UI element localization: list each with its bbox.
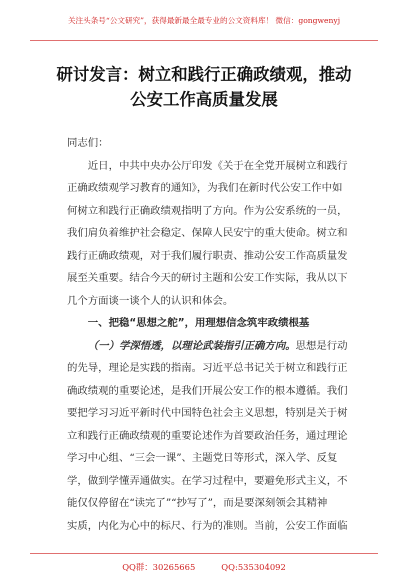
page-header — [0, 0, 408, 40]
subsection-heading: （一）学深悟透，以理论武装指引正确方向。 — [87, 339, 296, 352]
page-footer — [0, 556, 408, 578]
paragraph-line: 践行正确政绩观，对于我们履行职责、推动公安工作高质量发 — [67, 249, 348, 262]
paragraph-intro — [67, 155, 352, 313]
paragraph-line — [67, 335, 352, 358]
paragraph-line: 学，做到学懂弄通做实。在学习过程中，要避免形式主义，不 — [67, 474, 348, 487]
document-body — [67, 132, 352, 537]
paragraph-line: 确政绩观的重要论述，是我们开展公安工作的根本遵循。我们 — [67, 384, 348, 397]
footer-qq-group: QQ群：30265665 — [122, 562, 196, 572]
footer-qq: QQ:535304092 — [221, 562, 286, 572]
document-title — [20, 62, 388, 112]
paragraph-line: 学习中心组、“三会一课”、主题党日等形式，深入学、反复 — [67, 452, 338, 464]
header-notice: 关注头条号“公文研究”，获得最新最全最专业的公文资料库！ 微信：gongwenyj — [67, 15, 341, 25]
title-line-1: 研讨发言：树立和践行正确政绩观，推动 — [56, 65, 352, 84]
paragraph-line: 我们肩负着维护社会稳定、保障人民安宁的重大使命。树立和 — [67, 227, 348, 239]
paragraph-line: 何树立和践行正确政绩观指明了方向。作为公安系统的一员， — [67, 204, 348, 217]
paragraph-line: 要把学习习近平新时代中国特色社会主义思想，特别是关于树 — [67, 407, 348, 419]
header-divider — [30, 40, 378, 41]
paragraph-line: 近日，中共中央办公厅印发《关于在全党开展树立和践行 — [87, 159, 348, 172]
paragraph-sub1 — [67, 335, 352, 538]
paragraph-line: 立和践行正确政绩观的重要论述作为首要政治任务，通过理论 — [67, 429, 348, 442]
footer-divider — [30, 553, 378, 554]
paragraph-line: 实质，内化为心中的标尺、行为的准则。当前，公安工作面临 — [67, 519, 348, 532]
paragraph-line: 能仅仅停留在“读完了”“抄写了”，而是要深刻领会其精神 — [67, 497, 328, 509]
paragraph-text: 思想是行动 — [295, 339, 348, 352]
paragraph-line: 展至关重要。结合今天的研讨主题和公安工作实际，我从以下 — [67, 272, 348, 284]
paragraph-line: 正确政绩观学习教育的通知》，为我们在新时代公安工作中如 — [67, 182, 343, 194]
section-heading: 一、把稳“思想之舵”，用理想信念筑牢政绩根基 — [87, 317, 310, 329]
paragraph-line: 几个方面谈一谈个人的认识和体会。 — [67, 294, 234, 307]
paragraph-line: 的先导，理论是实践的指南。习近平总书记关于树立和践行正 — [67, 362, 348, 374]
greeting: 同志们： — [67, 137, 109, 149]
title-line-2: 公安工作高质量发展 — [130, 90, 278, 109]
